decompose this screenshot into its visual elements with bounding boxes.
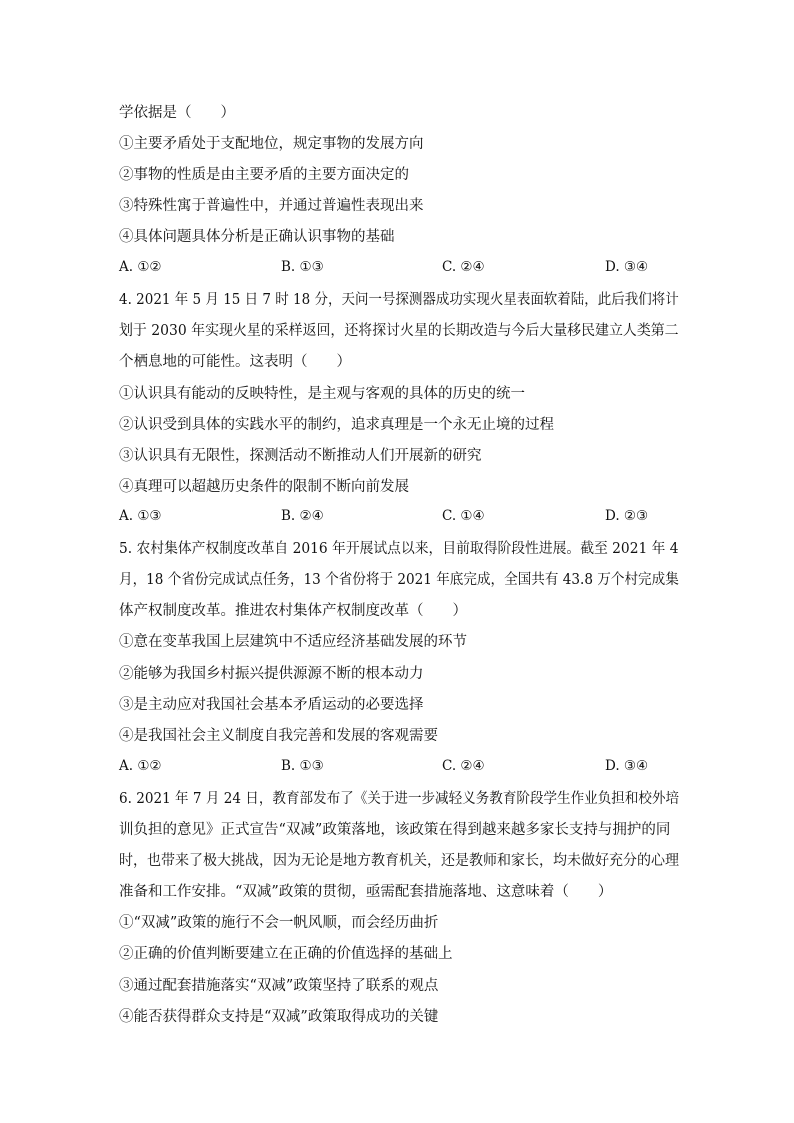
- q5-statement-3: ③是主动应对我国社会基本矛盾运动的必要选择: [119, 697, 424, 713]
- q4-statement-1: ①认识具有能动的反映特性，是主观与客观的具体的历史的统一: [119, 386, 525, 402]
- q4-statement-2: ②认识受到具体的实践水平的制约，追求真理是一个永无止境的过程: [119, 417, 554, 433]
- option-d: D. ②③: [605, 508, 649, 524]
- q4-stem-line-3: 个栖息地的可能性。这表明（ ）: [119, 354, 351, 370]
- option-b: B. ①③: [281, 758, 324, 774]
- q3-statement-4: ④具体问题具体分析是正确认识事物的基础: [119, 229, 395, 245]
- q6-stem-line-3: 时，也带来了极大挑战，因为无论是地方教育机关，还是教师和家长，均未做好充分的心理: [119, 853, 679, 869]
- option-d: D. ③④: [605, 259, 649, 275]
- q4-stem-line-1: 4. 2021 年 5 月 15 日 7 时 18 分，天问一号探测器成功实现火星表面软着陆，此后我们将计: [119, 292, 679, 308]
- q5-options: [119, 758, 679, 778]
- q5-stem-line-1: 5. 农村集体产权制度改革自 2016 年开展试点以来，目前取得阶段性进展。截至 2021 年 4: [119, 541, 679, 557]
- q5-stem-line-2: 月，18 个省份完成试点任务，13 个省份将于 2021 年底完成，全国共有 43.8 万个村完成集: [119, 572, 679, 588]
- q5-stem-line-3: 体产权制度改革。推进农村集体产权制度改革（ ）: [119, 603, 467, 619]
- option-b: B. ②④: [281, 508, 324, 524]
- q6-statement-1: ①“双减”政策的施行不会一帆风顺，而会经历曲折: [119, 915, 439, 931]
- option-a: A. ①②: [119, 758, 162, 774]
- q6-stem-line-1: 6. 2021 年 7 月 24 日，教育部发布了《关于进一步减轻义务教育阶段学生作业负担和校外培: [119, 791, 680, 807]
- q4-stem-line-2: 划于 2030 年实现火星的采样返回，还将探讨火星的长期改造与今后大量移民建立人类第二: [119, 323, 679, 339]
- q5-statement-1: ①意在变革我国上层建筑中不适应经济基础发展的环节: [119, 634, 467, 650]
- option-a: A. ①②: [119, 259, 162, 275]
- q5-statement-4: ④是我国社会主义制度自我完善和发展的客观需要: [119, 728, 438, 744]
- option-b: B. ①③: [281, 259, 324, 275]
- q4-options: [119, 508, 679, 528]
- q6-statement-3: ③通过配套措施落实“双减”政策坚持了联系的观点: [119, 978, 439, 994]
- q3-options: [119, 259, 679, 279]
- q4-statement-3: ③认识具有无限性，探测活动不断推动人们开展新的研究: [119, 448, 482, 464]
- option-d: D. ③④: [605, 758, 649, 774]
- q4-statement-4: ④真理可以超越历史条件的限制不断向前发展: [119, 479, 409, 495]
- option-c: C. ②④: [442, 259, 485, 275]
- q6-stem-line-4: 准备和工作安排。“双减”政策的贯彻，亟需配套措施落地、这意味着（ ）: [119, 884, 613, 900]
- q3-statement-3: ③特殊性寓于普遍性中，并通过普遍性表现出来: [119, 198, 424, 214]
- q3-statement-1: ①主要矛盾处于支配地位，规定事物的发展方向: [119, 136, 424, 152]
- q6-stem-line-2: 训负担的意见》正式宣告“双减”政策落地，该政策在得到越来越多家长支持与拥护的同: [119, 822, 671, 838]
- q6-statement-4: ④能否获得群众支持是“双减”政策取得成功的关键: [119, 1009, 439, 1025]
- option-c: C. ①④: [442, 508, 485, 524]
- q6-statement-2: ②正确的价值判断要建立在正确的价值选择的基础上: [119, 946, 453, 962]
- q3-statement-2: ②事物的性质是由主要矛盾的主要方面决定的: [119, 167, 409, 183]
- option-a: A. ①③: [119, 508, 162, 524]
- option-c: C. ②④: [442, 758, 485, 774]
- question-3-stem-end: 学依据是（ ）: [119, 105, 235, 121]
- q5-statement-2: ②能够为我国乡村振兴提供源源不断的根本动力: [119, 666, 424, 682]
